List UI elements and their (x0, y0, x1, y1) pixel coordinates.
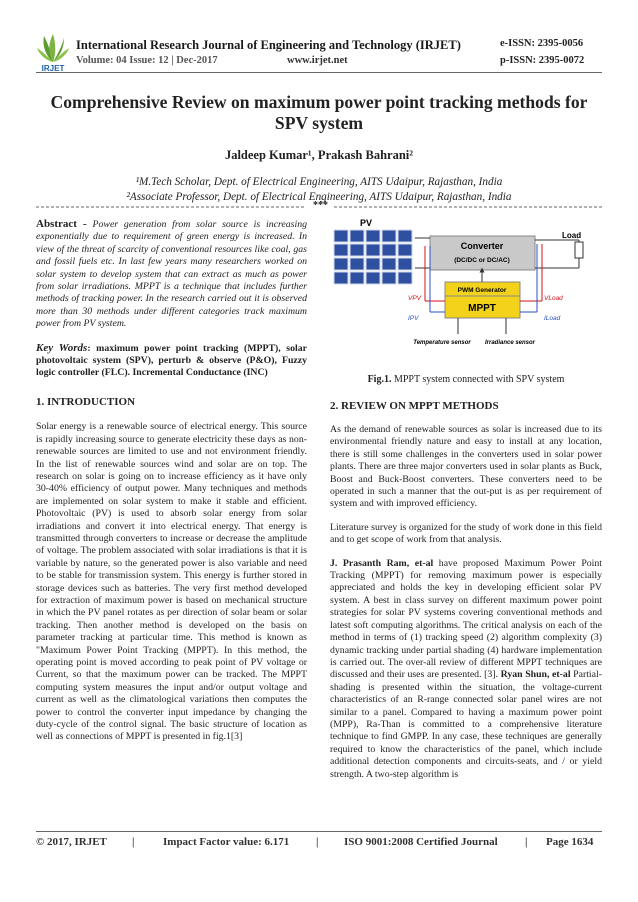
right-column (330, 424, 602, 781)
footer-iso: ISO 9001:2008 Certified Journal (344, 836, 498, 848)
abstract-label: Abstract - (36, 218, 87, 230)
abstract (36, 218, 307, 331)
converter-sublabel: (DC/DC or DC/AC) (454, 257, 510, 264)
footer-page-number: Page 1634 (546, 836, 594, 848)
footer-copyright: © 2017, IRJET (36, 836, 107, 848)
pv-cell (382, 272, 396, 284)
authors: Jaldeep Kumar¹, Prakash Bahrani² (224, 148, 414, 162)
ipv-label: IPV (408, 315, 419, 322)
pv-cell (382, 258, 396, 270)
section2-heading: 2. REVIEW ON MPPT METHODS (330, 400, 499, 412)
keywords-label: Key Words (36, 341, 88, 354)
pv-cell (398, 244, 412, 256)
journal-website[interactable]: www.irjet.net (287, 55, 348, 66)
pv-cell (334, 244, 348, 256)
pv-cell (382, 244, 396, 256)
p-issn: p-ISSN: 2395-0072 (500, 55, 585, 66)
pv-cell (350, 230, 364, 242)
keywords-text: maximum power point tracking (MPPT), solar photovoltaic system (SPV), perturb & observe (P&O), Fuzzy logic controller (FLC). Incremental Conductance (INC) (36, 342, 307, 379)
pv-cell (366, 258, 380, 270)
mppt-label: MPPT (468, 303, 496, 314)
affiliation-2: ²Associate Professor, Dept. of Electrical Engineering, AITS Udaipur, Rajasthan, India (126, 191, 512, 203)
journal-issue: Volume: 04 Issue: 12 | Dec-2017 (76, 55, 218, 66)
separator-stars: *** (313, 200, 328, 211)
paper-title: Comprehensive Review on maximum power point tracking methods for SPV system (50, 92, 588, 133)
pv-cell (366, 272, 380, 284)
section2-para3 (330, 558, 602, 781)
journal-title: International Research Journal of Engineering and Technology (IRJET) (76, 38, 461, 52)
left-column (36, 218, 307, 744)
load-resistor (575, 242, 583, 258)
pv-cell (350, 272, 364, 284)
pv-label: PV (360, 218, 373, 228)
section1-text: Solar energy is a renewable source of electrical energy. This source is rapidly increasing source to generate electricity these days as non-renewable sources are limited to use and not environment friendly. In the list of renewable sources wind and solar are on top. The research on solar is going on to increase efficiency as it have only 30-40% efficiency of output power. Many techniques and methods are implemented on solar system to make it stable and efficient. Photovoltaic (PV) is used to absorb solar energy from solar irradiations and convert it into electrical energy. That energy is transmitted through converters to increase or decrease the amplitude of voltage. The problem associated with solar irradiations is that it is variable by nature, so the generated power is also variable and need to be stable for transmission system. This energy is further stored in storage devices such as batteries. The very first method developed for extraction of maximum power is based on mechanical structure in which the PV panel rotates as per direction of solar beam or solar tracking. Then another method is developed on the basis on parameter tracking at particular time. This method is known as "Maximum Power Point Tracking (MPPT). In this method, the operating point is moved according to peak point of PV voltage or Current, so that the maximum power can be tracked. The MPPT computing system measures the input and/or output voltage and current as well as the climatological variations then computes the power to control the converter input impedance by changing the duty-cycle of the control signal. The basic structure of location as well as connections of MPPT is presented in fig.1[3] (36, 421, 307, 743)
figure-caption-label: Fig.1. (367, 374, 392, 385)
para3-text-2: Partial-shading is presented within the situation, the voltage-current characteristics of an R-range connected solar panel wires are not similar to a panel. Compared to having a maximum power point (MPP), Ra-Than is committed to a comprehensive literature technique to find GMPP. In any case, these techniques are generally required to know the characteristics of the panel, which include additional detection components and circuits-seats, and / or yield strength. A two-step algorithm is (330, 669, 602, 780)
iload-label: ILoad (544, 315, 561, 322)
pwm-label: PWM Generator (457, 287, 507, 294)
pv-cell (334, 230, 348, 242)
vload-label: VLoad (544, 295, 563, 302)
pv-cell (382, 230, 396, 242)
mppt-diagram (330, 216, 600, 358)
pv-cell (398, 258, 412, 270)
pv-array (334, 230, 412, 284)
pv-cell (366, 244, 380, 256)
load-label: Load (562, 231, 582, 240)
figure-caption (330, 374, 602, 385)
author-reference-1: J. Prasanth Ram, et-al (330, 557, 434, 569)
abstract-text: Power generation from solar source is increasing exponentially due to requirement of green energy is increased. In view of the threat of scarcity of conventional resources like coal, gas and fossil fuels etc. In last few years many researchers worked on solar system to develop system that can extract as much as power from solar irradiations. MPPT is a technique that includes further methods of tracking power. In the research carried out it is observed more than 30 methods under different categories track maximum power from PV system. (36, 219, 307, 330)
footer-impact-factor: Impact Factor value: 6.171 (163, 836, 290, 848)
section1-heading: 1. INTRODUCTION (36, 395, 136, 408)
pv-cell (398, 272, 412, 284)
author-reference-2: Ryan Shun, et-al (500, 669, 571, 681)
header-divider (36, 72, 602, 73)
pv-cell (398, 230, 412, 242)
pv-cell (350, 258, 364, 270)
affiliation-1: ¹M.Tech Scholar, Dept. of Electrical Engineering, AITS Udaipur, Rajasthan, India (135, 176, 503, 188)
pv-cell (350, 244, 364, 256)
section2-para1: As the demand of renewable sources as solar is increased due to its environmental friendly nature and easy to install at any location, there is still some challenges in the converters used in solar power plants. There are three major converters used in solar plants as Buck, Boost and Buck-Boost converters. These converters need to be operated in such a manner that the out-put is as per requirement of system and with improved efficiency. (330, 424, 602, 510)
footer-separator: | (316, 836, 319, 848)
pv-cell (334, 272, 348, 284)
vpv-label: VPV (408, 295, 422, 302)
converter-label: Converter (460, 241, 504, 251)
temperature-sensor-label: Temperature sensor (413, 340, 471, 346)
figure-caption-text: MPPT system connected with SPV system (393, 374, 565, 385)
section2-para2: Literature survey is organized for the study of work done in this field and to get scope of work from that analysis. (330, 521, 602, 546)
para3-text-1: have proposed Maximum Power Point Tracking (MPPT) for removing maximum power is especially appreciated and holds the key in developing efficient solar PV system. A best in class survey on different maximum power point strategies for solar PV systems covering conventional methods and latest soft computing algorithms. The critical analysis on each of the method in terms of (1) tracking speed (2) algorithm complexity (3) dynamic tracking under partial shading (4) hardware implementation is carried out. The over-all review of different MPPT techniques are discussed and their uses are presented. [3]. (330, 557, 603, 681)
footer-separator: | (132, 836, 135, 848)
keywords: Key Words: maximum power point tracking (MPPT), solar photovoltaic system (SPV), perturb & observe (P&O), Fuzzy logic controller (FLC). Incremental Conductance (INC) (36, 341, 307, 379)
pv-cell (366, 230, 380, 242)
logo-text: IRJET (41, 64, 65, 72)
footer-separator: | (525, 836, 528, 848)
irradiance-sensor-label: Irradiance sensor (484, 340, 536, 346)
e-issn: e-ISSN: 2395-0056 (500, 38, 584, 49)
footer-divider (36, 831, 602, 832)
irjet-logo (36, 32, 70, 72)
pv-cell (334, 258, 348, 270)
logo-leaves-icon (37, 34, 69, 62)
